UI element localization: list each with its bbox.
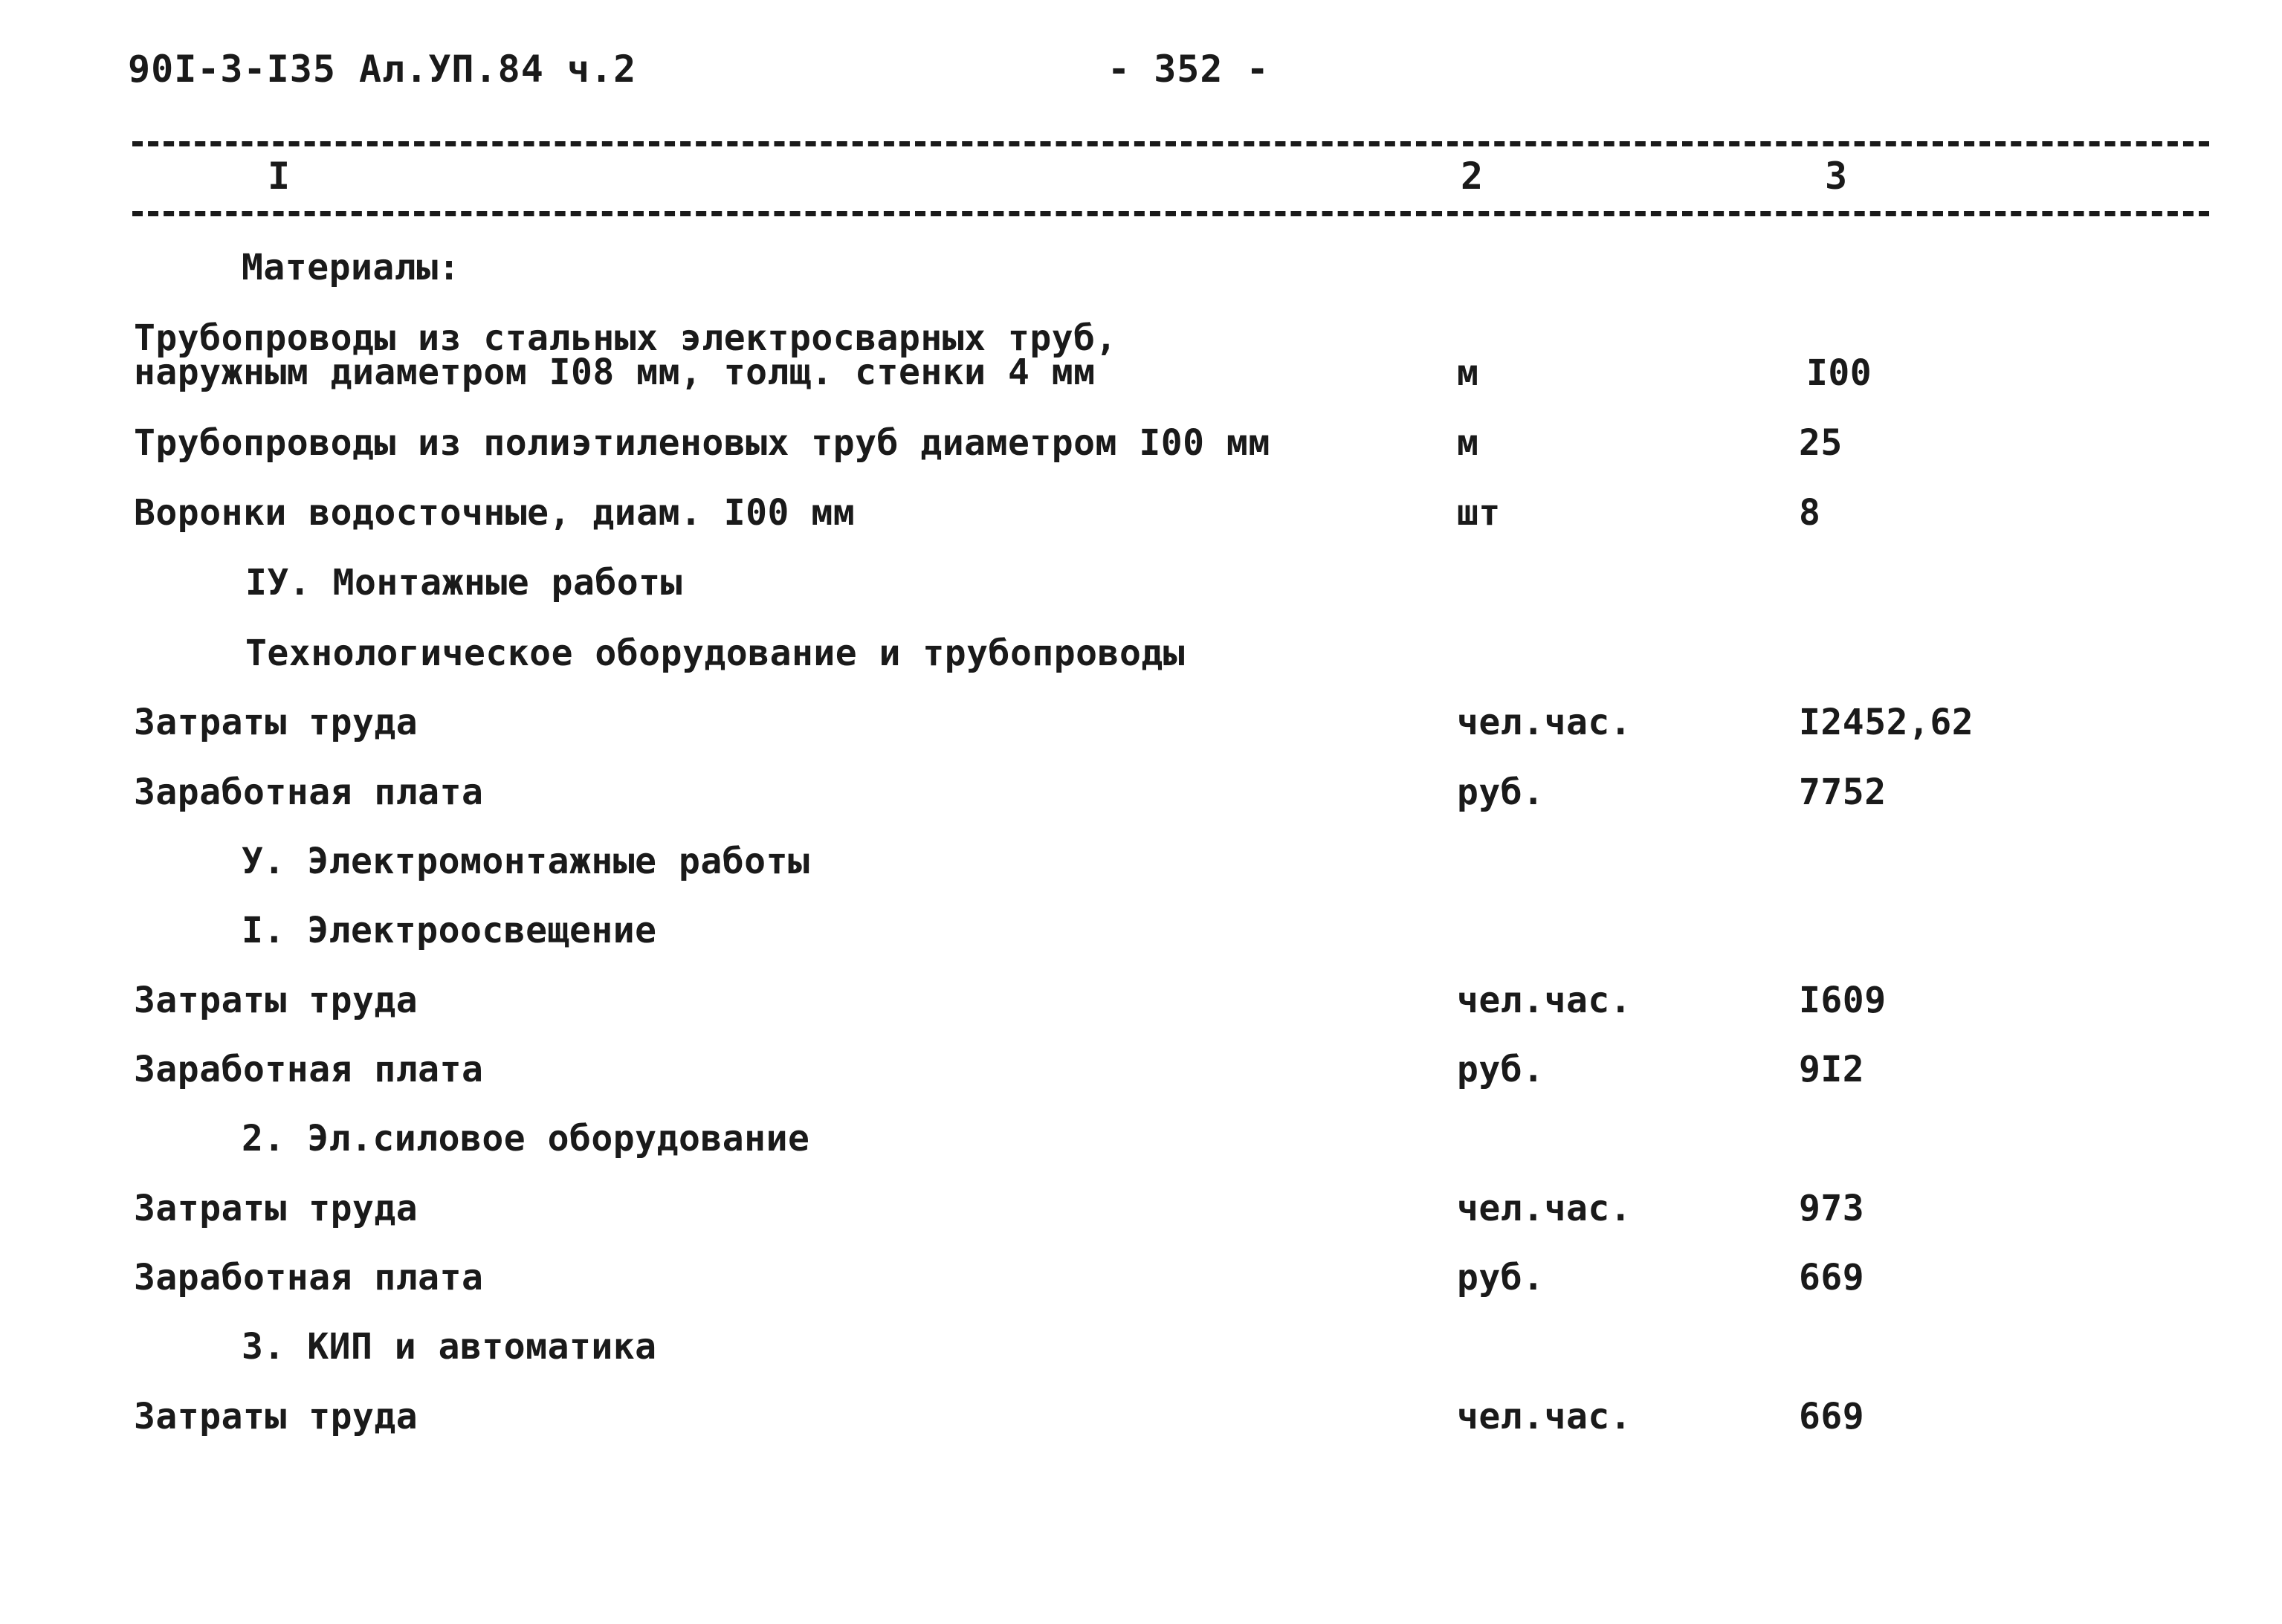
page-number: - 352 - bbox=[1108, 48, 1270, 91]
row-value: 25 bbox=[1799, 422, 1843, 464]
document-code: 90I-3-I35 Ал.УП.84 ч.2 bbox=[128, 48, 637, 91]
row-unit: чел.час. bbox=[1457, 1396, 1632, 1437]
row-unit: руб. bbox=[1457, 771, 1545, 813]
column-header-3: 3 bbox=[1825, 155, 1848, 198]
row-name: Технологическое оборудование и трубопроводы bbox=[245, 633, 1186, 674]
table-row bbox=[0, 1188, 2282, 1250]
row-name: IУ. Монтажные работы bbox=[245, 562, 682, 604]
table-row bbox=[0, 1396, 2282, 1458]
table-header-divider bbox=[132, 211, 2209, 216]
row-name: Затраты труда bbox=[134, 702, 418, 743]
section-heading bbox=[0, 910, 2282, 972]
section-heading bbox=[0, 1118, 2282, 1180]
table-row bbox=[0, 422, 2282, 485]
row-name: 3. КИП и автоматика bbox=[242, 1326, 657, 1368]
table-row bbox=[0, 702, 2282, 764]
section-heading bbox=[0, 841, 2282, 903]
column-header-1: I bbox=[268, 155, 291, 198]
row-name bbox=[134, 317, 1117, 393]
row-name: Воронки водосточные, диам. I00 мм bbox=[134, 492, 856, 534]
row-name: Затраты труда bbox=[134, 1188, 418, 1229]
table-row bbox=[0, 1049, 2282, 1111]
row-name: 2. Эл.силовое оборудование bbox=[242, 1118, 810, 1159]
row-name: Затраты труда bbox=[134, 1396, 418, 1437]
row-name: Трубопроводы из полиэтиленовых труб диаметром I00 мм bbox=[134, 422, 1270, 464]
row-unit: чел.час. bbox=[1457, 702, 1632, 743]
row-name: Затраты труда bbox=[134, 980, 418, 1021]
row-name-line-2: наружным диаметром I08 мм, толщ. стенки 4 мм bbox=[134, 352, 1096, 393]
row-unit: руб. bbox=[1457, 1257, 1545, 1298]
row-value: 973 bbox=[1799, 1188, 1865, 1229]
row-name: Заработная плата bbox=[134, 771, 484, 813]
row-name: Материалы: bbox=[242, 247, 460, 288]
row-name: У. Электромонтажные работы bbox=[242, 841, 810, 882]
row-value: I609 bbox=[1799, 980, 1887, 1021]
row-unit: шт bbox=[1457, 492, 1501, 534]
table-row bbox=[0, 771, 2282, 834]
row-value: 669 bbox=[1799, 1257, 1865, 1298]
row-unit: м bbox=[1457, 422, 1479, 464]
row-name: Заработная плата bbox=[134, 1257, 484, 1298]
row-value: 8 bbox=[1799, 492, 1821, 534]
row-value: I2452,62 bbox=[1799, 702, 1974, 743]
row-name-line-1: Трубопроводы из стальных электросварных труб, bbox=[134, 317, 1117, 359]
row-value: 9I2 bbox=[1799, 1049, 1865, 1090]
row-value: I00 bbox=[1806, 352, 1872, 394]
row-unit: м bbox=[1457, 352, 1479, 394]
row-name: I. Электроосвещение bbox=[242, 910, 657, 951]
table-row bbox=[0, 317, 2282, 403]
row-value: 669 bbox=[1799, 1396, 1865, 1437]
row-unit: чел.час. bbox=[1457, 1188, 1632, 1229]
section-heading bbox=[0, 562, 2282, 624]
row-unit: руб. bbox=[1457, 1049, 1545, 1090]
table-row bbox=[0, 980, 2282, 1042]
section-heading bbox=[0, 1326, 2282, 1388]
column-header-2: 2 bbox=[1461, 155, 1484, 198]
table-top-divider bbox=[132, 141, 2209, 146]
row-unit: чел.час. bbox=[1457, 980, 1632, 1021]
table-row bbox=[0, 247, 2282, 309]
row-value: 7752 bbox=[1799, 771, 1887, 813]
table-row bbox=[0, 492, 2282, 554]
section-heading bbox=[0, 635, 2282, 695]
table-row bbox=[0, 1257, 2282, 1319]
row-name: Заработная плата bbox=[134, 1049, 484, 1090]
